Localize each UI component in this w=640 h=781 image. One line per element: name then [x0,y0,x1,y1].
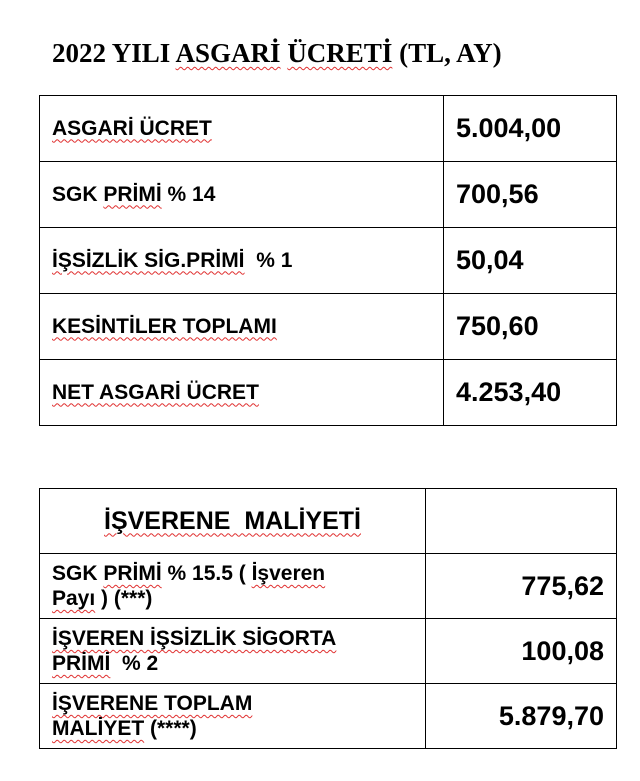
header-text: İŞVERENE MALİYETİ [104,506,361,535]
label-text: İŞVEREN İŞSİZLİK SİGORTA [52,627,337,650]
table-row [40,294,617,360]
label-text: PRİMİ [103,562,162,585]
label-text: % 15.5 ( [161,562,252,585]
table-header-row [40,489,617,554]
net-wage-table [39,95,617,426]
table-row [40,96,617,162]
row-label-total-deductions [40,294,444,360]
label-text: İŞVERENE TOPLAM [52,692,253,715]
row-value-sgk-premium: 700,56 [444,162,617,228]
row-value-employer-total: 5.879,70 [426,684,617,749]
table-row [40,684,617,749]
label-text: SGK [52,182,104,206]
row-value-unemployment-premium: 50,04 [444,228,617,294]
label-text: % 14 [161,182,216,206]
label-text: NET ASGARİ ÜCRET [52,380,259,404]
row-label-employer-sgk [40,554,426,619]
label-text: Payı [52,587,96,610]
table-row [40,162,617,228]
label-text: PRİMİ [52,652,111,675]
empty-header-cell [426,489,617,554]
title-word-asgari: ASGARİ [175,38,281,68]
row-label-sgk-premium [40,162,444,228]
table-row [40,554,617,619]
row-value-employer-sgk: 775,62 [426,554,617,619]
row-value-net-wage: 4.253,40 [444,360,617,426]
table-row [40,360,617,426]
employer-cost-header [40,489,426,554]
row-value-employer-unemployment: 100,08 [426,619,617,684]
label-text: (****) [144,717,197,740]
row-label-unemployment-premium [40,228,444,294]
table-row [40,619,617,684]
table-row [40,228,617,294]
label-text: KESİNTİLER TOPLAMI [52,314,277,338]
row-label-employer-unemployment [40,619,426,684]
label-text: PRİMİ [103,182,162,206]
label-text: % 2 [110,652,159,675]
row-label-employer-total [40,684,426,749]
row-value-total-deductions: 750,60 [444,294,617,360]
page-title [52,38,502,69]
title-year: 2022 YILI [52,38,176,68]
label-text: MALİYET [52,717,145,740]
row-value-gross-wage: 5.004,00 [444,96,617,162]
label-text: % 1 [244,248,293,272]
label-text: ) (***) [95,587,153,610]
row-label-gross-wage [40,96,444,162]
label-text: İŞSİZLİK SİG.PRİMİ [52,248,245,272]
title-word-ucreti: ÜCRETİ [287,38,393,68]
label-text: SGK [52,562,104,585]
label-text: İşveren [251,562,326,585]
label-text: ASGARİ ÜCRET [52,116,212,140]
employer-cost-table [39,488,617,749]
title-unit: (TL, AY) [392,38,502,68]
row-label-net-wage [40,360,444,426]
